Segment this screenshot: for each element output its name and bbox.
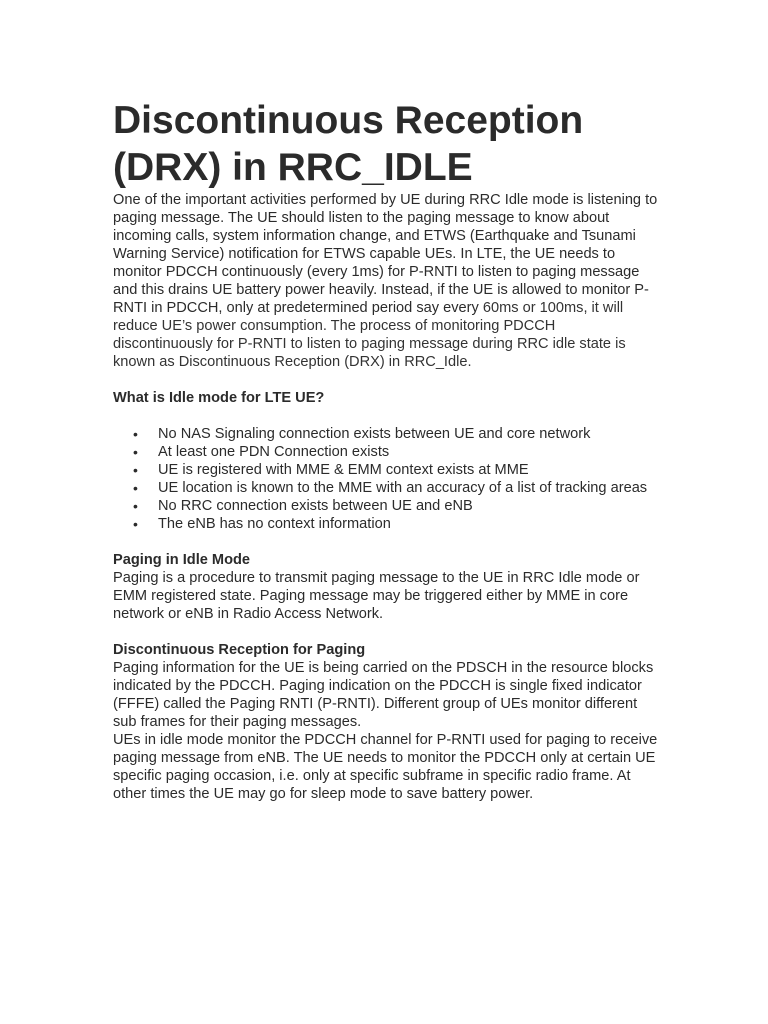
idle-mode-heading: What is Idle mode for LTE UE? bbox=[113, 390, 325, 406]
intro-paragraph bbox=[113, 191, 658, 371]
paging-idle-heading: Paging in Idle Mode bbox=[113, 552, 251, 568]
list-item bbox=[113, 479, 678, 497]
paging-idle-paragraph: Paging is a procedure to transmit paging message to the UE in RRC Idle mode or EMM registered state. Paging message may be triggered either by MME in core network or eNB in Radio Access Network. bbox=[113, 570, 640, 622]
bullet-icon: • bbox=[133, 444, 138, 460]
bullet-icon: • bbox=[133, 462, 138, 478]
list-item bbox=[113, 425, 678, 443]
page-title bbox=[113, 97, 658, 191]
list-item bbox=[113, 497, 678, 515]
page-title-line-2: (DRX) in RRC_IDLE bbox=[113, 146, 473, 189]
intro-text-tail: 60ms or 100ms, it will reduce UE’s power consumption. The process of monitoring PDCCH discontinuously for P-RNTI to listen to paging message during RRC idle state is known as Discontinuous Reception (DRX) in RRC_Idle. bbox=[113, 300, 626, 370]
article-body bbox=[113, 97, 658, 803]
list-item-text: The eNB has no context information bbox=[158, 516, 391, 532]
bullet-icon: • bbox=[133, 480, 138, 496]
list-item-text: No RRC connection exists between UE and eNB bbox=[158, 498, 473, 514]
list-item bbox=[113, 515, 678, 533]
page-title-line-1: Discontinuous Reception bbox=[113, 99, 584, 142]
bullet-icon: • bbox=[133, 498, 138, 514]
list-item-text: At least one PDN Connection exists bbox=[158, 444, 390, 460]
idle-mode-list bbox=[113, 425, 658, 533]
list-item-text: UE location is known to the MME with an accuracy of a list of tracking areas bbox=[158, 480, 648, 496]
bullet-icon: • bbox=[133, 516, 138, 532]
drx-paging-paragraph-1: Paging information for the UE is being carried on the PDSCH in the resource blocks indicated by the PDCCH. Paging indication on the PDCCH is single fixed indicator (FFFE) called the Paging RNTI (P-RNTI). Different group of UEs monitor different sub frames for their paging messages. bbox=[113, 660, 654, 730]
list-item bbox=[113, 461, 678, 479]
list-item bbox=[113, 443, 678, 461]
drx-paging-heading: Discontinuous Reception for Paging bbox=[113, 642, 366, 658]
list-item-text: No NAS Signaling connection exists between UE and core network bbox=[158, 426, 591, 442]
list-item-text: UE is registered with MME & EMM context exists at MME bbox=[158, 462, 529, 478]
drx-paging-paragraph-2: UEs in idle mode monitor the PDCCH channel for P-RNTI used for paging to receive paging message from eNB. The UE needs to monitor the PDCCH only at certain UE specific paging occasion, i.e. only at specific subframe in specific radio frame. At other times the UE may go for sleep mode to save battery power. bbox=[113, 732, 658, 802]
bullet-icon: • bbox=[133, 426, 138, 442]
intro-text: One of the important activities performed by UE during RRC Idle mode is listening to paging message. The UE should listen to the paging message to know about incoming calls, system information change, and ETWS (Earthquake and Tsunami Warning Service) notification for ETWS capable UEs. In LTE, the UE needs to monitor PDCCH continuously (every 1ms) for P-RNTI to listen to paging message and this drains UE battery power heavily. Instead, if the UE is allowed to monitor P-RNTI in PDCCH, only at predetermined period say every bbox=[113, 192, 658, 316]
